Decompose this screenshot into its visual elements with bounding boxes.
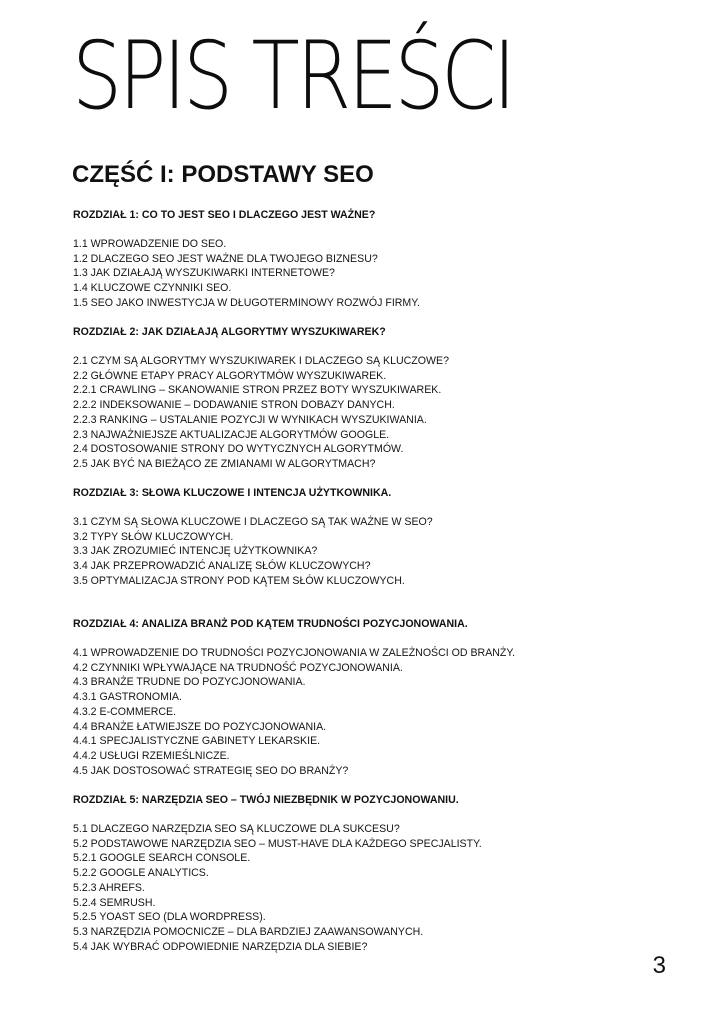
- toc-item: 3.1 CZYM SĄ SŁOWA KLUCZOWE I DLACZEGO SĄ TAK WAŻNE W SEO?: [73, 516, 433, 528]
- chapter-4-items: [73, 646, 515, 778]
- toc-item: 5.2.4 SEMRUSH.: [73, 896, 156, 909]
- toc-item: 1.4 KLUCZOWE CZYNNIKI SEO.: [73, 282, 232, 295]
- toc-item: 1.5 SEO JAKO INWESTYCJA W DŁUGOTERMINOWY ROZWÓJ FIRMY.: [73, 296, 420, 309]
- toc-item: 2.2 GŁÓWNE ETAPY PRACY ALGORYTMÓW WYSZUKIWAREK.: [73, 369, 387, 382]
- toc-item: 3.5 OPTYMALIZACJA STRONY POD KĄTEM SŁÓW KLUCZOWYCH.: [73, 574, 405, 587]
- toc-item: 4.2 CZYNNIKI WPŁYWAJĄCE NA TRUDNOŚĆ POZYCJONOWANIA.: [73, 661, 403, 674]
- toc-item: 5.4 JAK WYBRAĆ ODPOWIEDNIE NARZĘDZIA DLA SIEBIE?: [73, 940, 368, 953]
- toc-item: 5.2.2 GOOGLE ANALYTICS.: [73, 867, 209, 880]
- chapter-5-items: [73, 822, 482, 954]
- toc-item: 4.5 JAK DOSTOSOWAĆ STRATEGIĘ SEO DO BRANŻY?: [73, 764, 349, 777]
- toc-item: 4.4.2 USŁUGI RZEMIEŚLNICZE.: [73, 749, 230, 762]
- toc-item: 4.3.1 GASTRONOMIA.: [73, 691, 182, 704]
- toc-item: 4.4 BRANŻE ŁATWIEJSZE DO POZYCJONOWANIA.: [73, 720, 327, 733]
- toc-item: 5.1 DLACZEGO NARZĘDZIA SEO SĄ KLUCZOWE DLA SUKCESU?: [73, 823, 400, 835]
- toc-item: 3.2 TYPY SŁÓW KLUCZOWYCH.: [73, 530, 234, 543]
- toc-item: 2.1 CZYM SĄ ALGORYTMY WYSZUKIWAREK I DLACZEGO SĄ KLUCZOWE?: [73, 355, 449, 367]
- page-number: 3: [652, 952, 666, 979]
- toc-item: 2.2.2 INDEKSOWANIE – DODAWANIE STRON DOBAZY DANYCH.: [73, 399, 395, 412]
- chapter-1-title: ROZDZIAŁ 1: CO TO JEST SEO I DLACZEGO JEST WAŻNE?: [73, 209, 376, 221]
- chapter-2-items: [73, 354, 449, 472]
- toc-item: 2.2.1 CRAWLING – SKANOWANIE STRON PRZEZ BOTY WYSZUKIWAREK.: [73, 384, 442, 397]
- toc-item: 4.1 WPROWADZENIE DO TRUDNOŚCI POZYCJONOWANIA W ZALEŻNOŚCI OD BRANŻY.: [73, 647, 516, 659]
- toc-item: 1.3 JAK DZIAŁAJĄ WYSZUKIWARKI INTERNETOWE?: [73, 267, 335, 280]
- toc-item: 3.3 JAK ZROZUMIEĆ INTENCJĘ UŻYTKOWNIKA?: [73, 545, 318, 558]
- toc-item: 5.2 PODSTAWOWE NARZĘDZIA SEO – MUST-HAVE DLA KAŻDEGO SPECJALISTY.: [73, 837, 482, 850]
- chapter-4-title: ROZDZIAŁ 4: ANALIZA BRANŻ POD KĄTEM TRUDNOŚCI POZYCJONOWANIA.: [73, 618, 468, 630]
- toc-item: 5.3 NARZĘDZIA POMOCNICZE – DLA BARDZIEJ ZAAWANSOWANYCH.: [73, 925, 424, 938]
- chapter-5-title: ROZDZIAŁ 5: NARZĘDZIA SEO – TWÓJ NIEZBĘDNIK W POZYCJONOWANIU.: [73, 794, 459, 806]
- toc-item: 5.2.3 AHREFS.: [73, 881, 145, 894]
- chapter-3-title: ROZDZIAŁ 3: SŁOWA KLUCZOWE I INTENCJA UŻYTKOWNIKA.: [73, 487, 392, 499]
- part-title: CZĘŚĆ I: PODSTAWY SEO: [72, 161, 374, 188]
- toc-item: 2.3 NAJWAŻNIEJSZE AKTUALIZACJE ALGORYTMÓW GOOGLE.: [73, 428, 390, 441]
- chapter-2-title: ROZDZIAŁ 2: JAK DZIAŁAJĄ ALGORYTMY WYSZUKIWAREK?: [73, 326, 386, 338]
- toc-item: 5.2.5 YOAST SEO (DLA WORDPRESS).: [73, 911, 266, 924]
- toc-item: 2.4 DOSTOSOWANIE STRONY DO WYTYCZNYCH ALGORYTMÓW.: [73, 443, 404, 456]
- toc-item: 3.4 JAK PRZEPROWADZIĆ ANALIZĘ SŁÓW KLUCZOWYCH?: [73, 560, 371, 573]
- toc-item: 4.3 BRANŻE TRUDNE DO POZYCJONOWANIA.: [73, 676, 306, 689]
- toc-item: 4.3.2 E-COMMERCE.: [73, 705, 177, 718]
- toc-item: 1.1 WPROWADZENIE DO SEO.: [73, 238, 227, 250]
- page-title: SPIS TREŚCI: [72, 22, 513, 131]
- chapter-3-items: [73, 515, 433, 589]
- toc-item: 2.2.3 RANKING – USTALANIE POZYCJI W WYNIKACH WYSZUKIWANIA.: [73, 413, 427, 426]
- toc-item: 2.5 JAK BYĆ NA BIEŻĄCO ZE ZMIANAMI W ALGORYTMACH?: [73, 457, 376, 470]
- toc-item: 5.2.1 GOOGLE SEARCH CONSOLE.: [73, 852, 251, 865]
- toc-item: 4.4.1 SPECJALISTYCZNE GABINETY LEKARSKIE.: [73, 735, 321, 748]
- toc-item: 1.2 DLACZEGO SEO JEST WAŻNE DLA TWOJEGO BIZNESU?: [73, 252, 378, 265]
- chapter-1-items: [73, 237, 420, 311]
